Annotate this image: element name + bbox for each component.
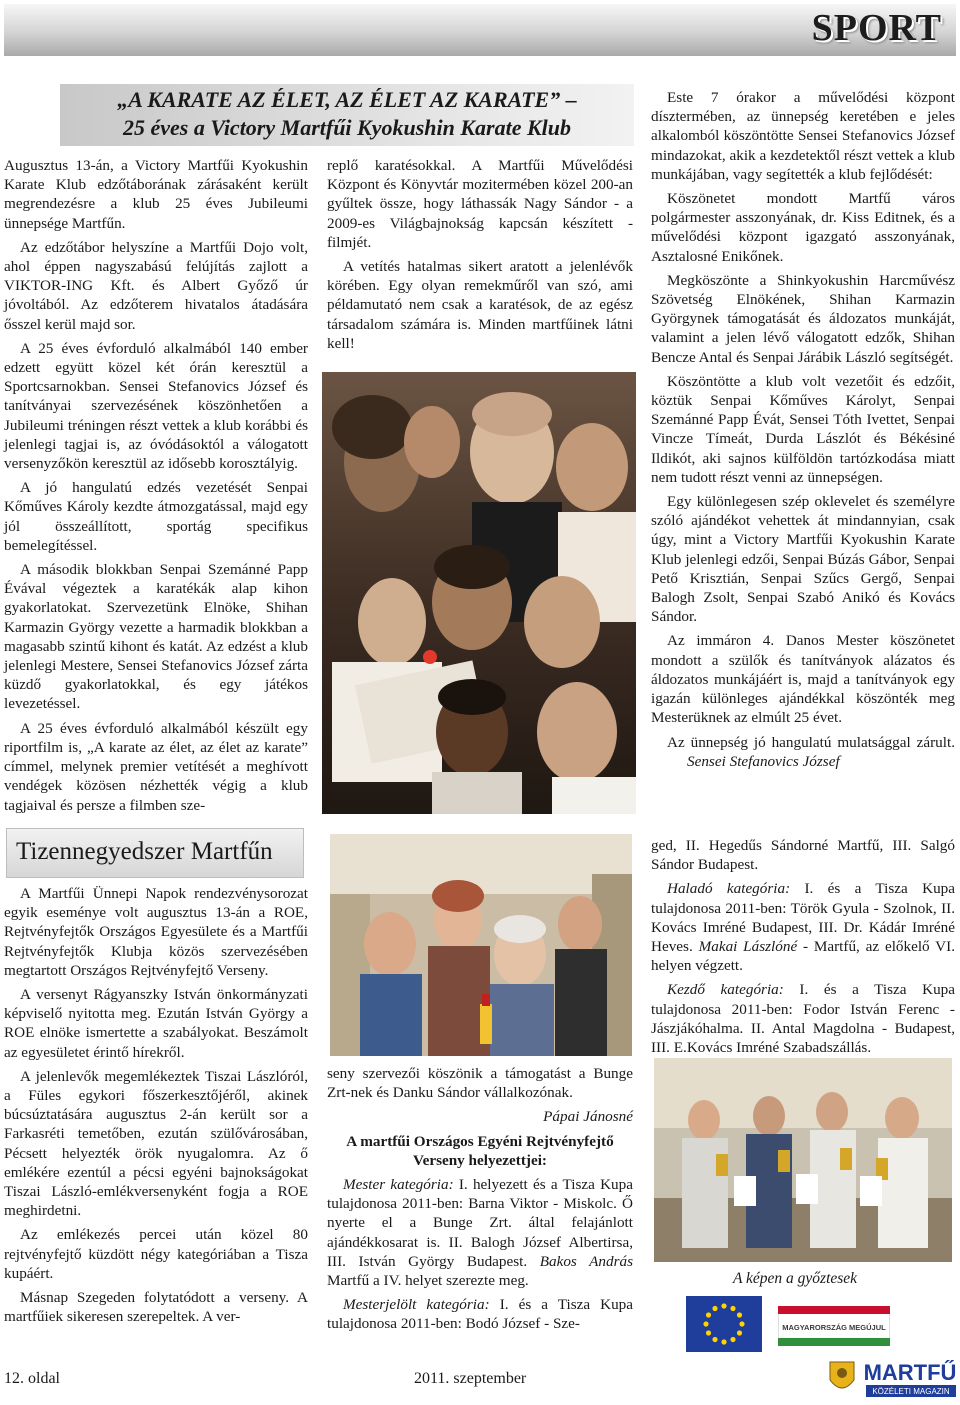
category-label: Mester kategória: bbox=[343, 1176, 454, 1194]
paragraph: Este 7 órakor a művelődési központ dísztermében, az ünnepség keretében e jeles alkalomból köszöntötte Sensei Stefanovics József mindazokat, akik a kezdetektől részt vettek a klub munkájában, vagy segítették a klub fejlődését: bbox=[651, 89, 955, 183]
paragraph: A jó hangulatú edzés vezetését Senpai Kőműves Károly kezdte átmozgatással, majd egy jól összeállított, sportág specifikus bemelegítéssel. bbox=[4, 479, 308, 554]
photo-caption: A képen a győztesek bbox=[732, 1270, 858, 1287]
category-text: I. és a Tisza Kupa tulajdonosa 2011-ben: Bodó József - Sze- bbox=[327, 1296, 633, 1333]
paragraph bbox=[651, 879, 955, 975]
audience-photo bbox=[330, 834, 632, 1056]
paragraph bbox=[651, 733, 955, 771]
paragraph: Másnap Szegeden folytatódott a verseny. A martfűiek sikeresen szerepeltek. A ver- bbox=[4, 1289, 308, 1326]
issue-date: 2011. szeptember bbox=[414, 1370, 527, 1387]
category-label: Haladó kategória: bbox=[667, 880, 791, 898]
paragraph: Köszönetet mondott Martfű város polgármester asszonyának, dr. Kiss Editnek, és a művelődési központ igazgató asszonyának, Asztalosné Enikőnek. bbox=[651, 190, 955, 265]
paragraph: seny szervezői köszönik a támogatást a Bunge Zrt-nek és Danku Sándor vállalkozónak. bbox=[327, 1065, 633, 1102]
author-name: Pápai Jánosné bbox=[543, 1108, 633, 1126]
paragraph: A Martfűi Ünnepi Napok rendezvénysorozat egyik eseménye volt augusztus 13-án a ROE, Rejtvényfejtők Országos Egyesülete és a Martfűi Rejtvényfejtők Klubja közös szervezésében megtartott Országos Rejtvényfejtő Verseny. bbox=[4, 885, 308, 979]
article2-title: Tizennegyedszer Martfűn bbox=[16, 838, 273, 865]
article1-column-2 bbox=[327, 156, 633, 358]
paragraph: Egy különlegesen szép oklevelet és személyre szóló ajándékot vehettek át mindannyian, csak úgy, mint a Victory Martfűi Kyokushin Karate Klub jelenlegi edzői, Senpai Búzás Gábor, Senpai Pető Krisztián, Senpai Szűcs Gergő, Senpai Balogh Zsolt, Senpai Szabó Anikó és Kovács Sándor. bbox=[651, 493, 955, 626]
section-title: SPORT bbox=[811, 7, 942, 49]
paragraph: A 25 éves évforduló alkalmából 140 ember edzett együtt közel két órán keresztül a Sportcsarnokban. Sensei Stefanovics József és tanítványai szervezésének köszönhetően a Jubileumi tréningen részt vettek a klub korábbi és jelenlegi tagjai is, az óvódásoktól a válogatott versenyzőkön keresztül az idősebb korosztályig. bbox=[4, 339, 308, 473]
paragraph: A vetítés hatalmas sikert aratott a jelenlévők körében. Egy olyan remekműről van szó, ami példamutató nem csak a karatésok, de az egész társadalom számára is. Minden martfűinek látni kell! bbox=[327, 258, 633, 352]
paragraph: replő karatésokkal. A Martfűi Művelődési Központ és Könyvtár mozitermében közel 200-an gyűltek össze, hogy láthassák Nagy Sándor - a 2009-es Világbajnokság kapcsán készített - filmjét. bbox=[327, 157, 633, 251]
paragraph: Köszöntötte a klub volt vezetőit és edzőit, köztük Senpai Kőműves Károlyt, Senpai Szemánné Papp Évát, Sensei Tóth Ivettet, Senpai Vincze Tímeát, Durda Lászlót és Békésiné Ildikót, aki sajnos külföldön tartózkodása miatt nem tudott részt venni az ünnepségen. bbox=[651, 372, 955, 486]
category-label: Mesterjelölt kategória: bbox=[343, 1296, 490, 1314]
paragraph: Augusztus 13-án, a Victory Martfűi Kyokushin Karate Klub edzőtáborának zárásaként került megrendezésre a klub 25 éves Jubileumi ünnepsége Martfűn. bbox=[4, 157, 308, 232]
paragraph bbox=[327, 1175, 633, 1290]
highlight-name: Bakos András bbox=[539, 1252, 633, 1270]
article2-column-2 bbox=[327, 1064, 633, 1339]
category-text: I. és a Tisza Kupa tulajdonosa 2011-ben: Török Gyula - Szolnok, II. Kovács Imréné Budapest, III. Dr. Kádár Imréné Heves. bbox=[651, 880, 955, 956]
author-signature: Sensei Stefanovics József bbox=[687, 752, 840, 770]
highlight-name: Makai Lászlóné bbox=[698, 938, 798, 956]
paragraph: Az edzőtábor helyszíne a Martfűi Dojo volt, ahol éppen nagyszabású felújítás zajlott a VIKTOR-ING Kft. és Albert Győző úr jóvoltából. Az edzőterem hivatalos átadására ősszel kerül majd sor. bbox=[4, 238, 308, 333]
winners-photo bbox=[654, 1058, 952, 1262]
paragraph: A második blokkban Senpai Szemánné Papp Évával végeztek a karatékák alap kihon gyakorlatokat. Szervezetünk Elnöke, Shihan Karmazin György vezette a harmadik blokkban a magasabb szintű kihont és katát. Az edzést a klub jelenlegi Mestere, Sensei Stefanovics József zárta küzdő gyakorlatokkal, és egy játékos levezetéssel. bbox=[4, 561, 308, 713]
category-text: - Martfű, az előkelő VI. helyen végzett. bbox=[651, 938, 956, 975]
paragraph bbox=[327, 1295, 633, 1333]
article-title-line1: „A KARATE AZ ÉLET, AZ ÉLET AZ KARATE” – bbox=[117, 87, 577, 112]
paragraph: Az immáron 4. Danos Mester köszönetet mondott a szülők és tanítványok alázatos és áldozatos munkájáért is, majd a tanítványok egy igazán különleges ajándékkal köszönték meg Mesterüknek az elmúlt 25 évet. bbox=[651, 632, 955, 727]
hungary-logo-text: MAGYARORSZÁG MEGÚJUL bbox=[782, 1323, 886, 1332]
article-title-line2: 25 éves a Victory Martfűi Kyokushin Karate Klub bbox=[123, 115, 571, 140]
magazine-logo-sub: KÖZÉLETI MAGAZIN bbox=[872, 1387, 950, 1396]
article2-column-3 bbox=[651, 836, 955, 1062]
category-text: Martfű a IV. helyet szerezte meg. bbox=[327, 1272, 529, 1290]
article-title bbox=[60, 86, 634, 142]
page-number: 12. oldal bbox=[4, 1370, 60, 1387]
eu-flag-logo bbox=[686, 1296, 762, 1352]
martfu-magazine-logo bbox=[826, 1356, 958, 1400]
closing-text: Az ünnepség jó hangulatú mulatsággal zárult. bbox=[667, 733, 955, 751]
article1-column-1 bbox=[4, 156, 308, 820]
paragraph: A versenyt Rágyanszky István önkormányzati képviselő nyitotta meg. Ezután István György a ROE elnöke ismertette a szabályokat. Beszámolt az egyesületet érintő hírekről. bbox=[4, 986, 308, 1061]
category-text: I. helyezett és a Tisza Kupa tulajdonosa 2011-ben: Barna Viktor - Miskolc. Ő nyerte el a Bunge Zrt. által felajánlott ajándékkosarat is. II. Balogh József Albertirsa, III. István György Budapest. bbox=[327, 1176, 633, 1270]
paragraph: A 25 éves évforduló alkalmából készült egy riportfilm is, „A karate az élet, az élet az karate” címmel, melynek premier vetítését a meghívott vendégek közösen nézhették végig a klub tagjaival és persze a filmben sze- bbox=[4, 719, 308, 814]
magazine-logo-text: MARTFŰ bbox=[863, 1360, 957, 1385]
paragraph bbox=[651, 980, 955, 1057]
paragraph: Az emlékezés percei után közel 80 rejtvényfejtő küzdött négy kategóriában a Tisza kupáért. bbox=[4, 1226, 308, 1282]
results-heading: A martfűi Országos Egyéni Rejtvényfejtő Verseny helyezettjei: bbox=[346, 1132, 614, 1169]
article2-column-1 bbox=[4, 884, 308, 1331]
category-label: Kezdő kategória: bbox=[667, 981, 784, 999]
category-text: I. és a Tisza Kupa tulajdonosa 2011-ben: Fodor István Ferenc - Jászjákóhalma. II. Antal Magdolna - Budapest, III. E.Kovács Imréné Szabadszállás. bbox=[651, 981, 955, 1057]
paragraph: ged, II. Hegedűs Sándorné Martfű, III. Salgó Sándor Budapest. bbox=[651, 837, 955, 874]
paragraph: Megköszönte a Shinkyokushin Harcművész Szövetség Elnökének, Shihan Karmazin Györgynek támogatását és áldozatos munkáját, valamint a jelen lévő válogatott edzők, Shihan Bencze Antal és Senpai Járábik László segítségét. bbox=[651, 271, 955, 366]
paragraph: A jelenlevők megemlékeztek Tiszai Lászlóról, a Füles egykori főszerkesztőjéről, akinek búcsúztatására augusztus 2-án került sor a Farkasréti temetőben, ezután szülővárosában, Pécsett helyezték örök nyugalomra. Az ő emlékére ezentúl a pécsi egyéni bajnokságokat Tiszai László-emlékversenyként fogja a ROE meghirdetni. bbox=[4, 1067, 308, 1220]
karate-ceremony-photo bbox=[322, 372, 636, 814]
article1-column-3 bbox=[651, 88, 955, 776]
hungary-renewal-logo bbox=[778, 1306, 890, 1346]
